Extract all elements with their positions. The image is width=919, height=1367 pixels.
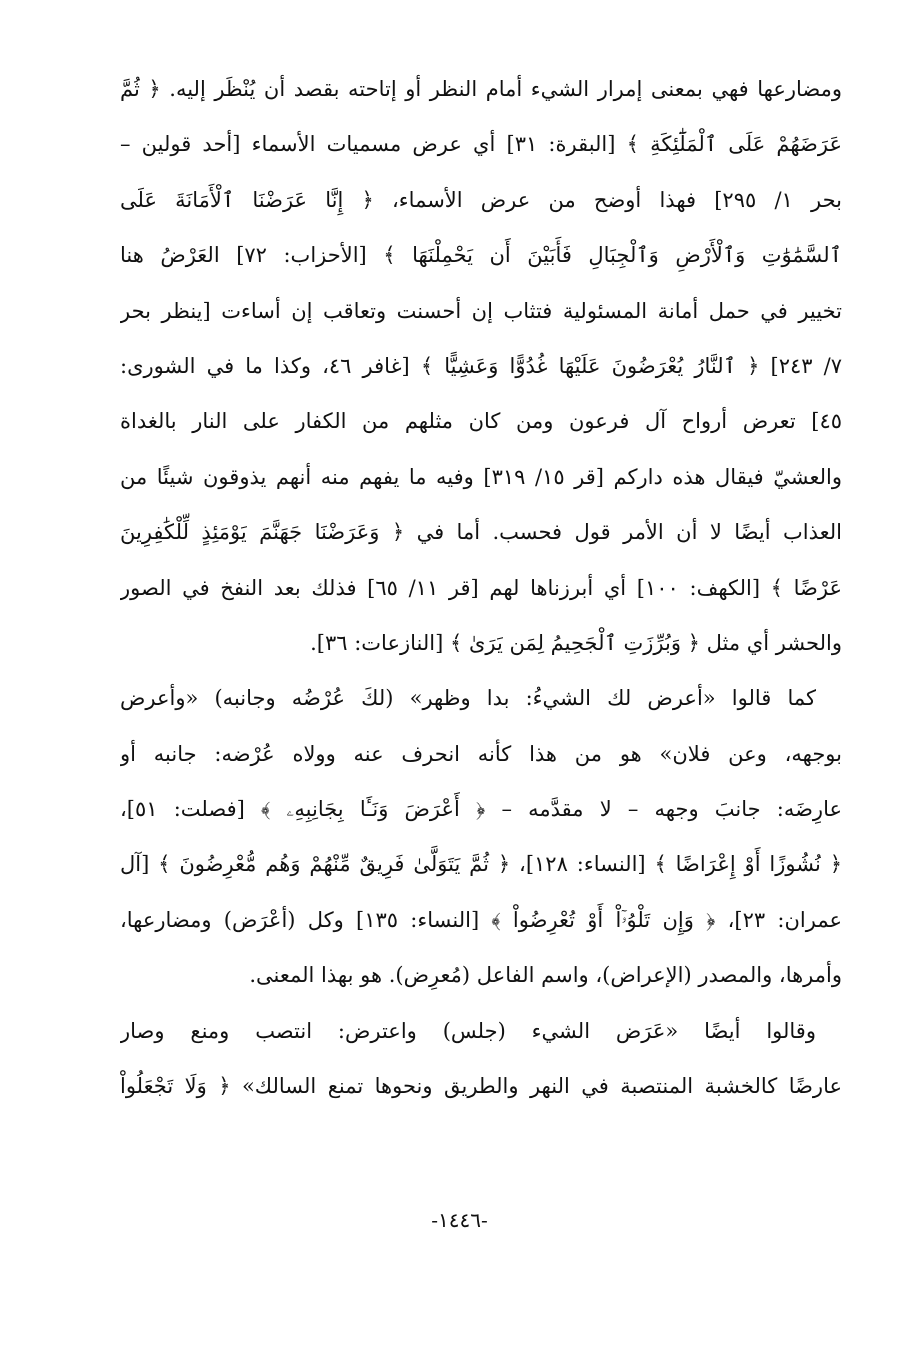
text-line: تخيير في حمل أمانة المسئولية فتثاب إن أحسنت وتعاقب إن أساءت [ينظر بحر (120, 298, 842, 323)
paragraph-3 (120, 1004, 842, 1115)
paragraph-2 (120, 671, 842, 1003)
text-line: وقالوا أيضًا «عَرَض الشيء (جلس) واعترض: انتصب ومنع وصار (120, 1018, 816, 1043)
paragraph-1 (120, 62, 842, 671)
text-line: بوجهه، وعن فلان» هو من هذا كأنه انحرف عنه وولاه عُرْضه: جانبه أو (120, 741, 842, 766)
text-line: ومضارعها فهي بمعنى إمرار الشيء أمام النظر أو إتاحته بقصد أن يُنْظَر إليه. ﴿ ثُمَّ (120, 77, 842, 101)
text-line: ٧/ ٢٤٣] ﴿ ٱلنَّارُ يُعْرَضُونَ عَلَيْهَا غُدُوًّا وَعَشِيًّا ﴾ [غافر ٤٦، وكذا ما في الشورى: (120, 353, 842, 378)
text-line: عارِضَه: جانبَ وجهه – لا مقدَّمه – ﴿ أَعْرَضَ وَنَـَٔا بِجَانِبِهِۦ ﴾ [فصلت: ٥١]، (120, 797, 842, 822)
text-line: بحر ١/ ٢٩٥] فهذا أوضح من عرض الأسماء، ﴿ إِنَّا عَرَضْنَا ٱلْأَمَانَةَ عَلَى (120, 187, 842, 212)
text-line: العذاب أيضًا لا أن الأمر قول فحسب. أما في ﴿ وَعَرَضْنَا جَهَنَّمَ يَوْمَئِذٍ لِّلْكَٰفِرِينَ (120, 520, 842, 545)
text-line: ٤٥] تعرض أرواح آل فرعون ومن كان مثلهم من الكفار على النار بالغداة (120, 409, 842, 434)
text-line: وأمرها، والمصدر (الإعراض)، واسم الفاعل (مُعرِض). هو بهذا المعنى. (249, 963, 842, 988)
text-line: والحشر أي مثل ﴿ وَبُرِّزَتِ ٱلْجَحِيمُ لِمَن يَرَىٰ ﴾ [النازعات: ٣٦]. (310, 630, 842, 655)
body-text (120, 62, 842, 1114)
text-line: عارضًا كالخشبة المنتصبة في النهر والطريق ونحوها تمنع السالك» ﴿ وَلَا تَجْعَلُواْ (120, 1074, 842, 1099)
text-line: كما قالوا «أعرض لك الشيءُ: بدا وظهر» (لكَ عُرْضُه وجانبه) «وأعرض (120, 686, 816, 711)
text-line: ﴿ نُشُوزًا أَوْ إِعْرَاضًا ﴾ [النساء: ١٢٨]، ﴿ ثُمَّ يَتَوَلَّىٰ فَرِيقٌ مِّنْهُمْ وَهُم مُّعْرِضُونَ ﴾ [آل (120, 852, 842, 877)
page-number: -١٤٤٦- (431, 1208, 488, 1232)
text-line: عَرْضًا ﴾ [الكهف: ١٠٠] أي أبرزناها لهم [قر ١١/ ٦٥] فذلك بعد النفخ في الصور (120, 575, 842, 600)
text-line: عمران: ٢٣]، ﴿ وَإِن تَلْوُۥٓاْ أَوْ تُعْرِضُواْ ﴾ [النساء: ١٣٥] وكل (أعْرَض) ومضارعها، (120, 907, 842, 932)
text-line: عَرَضَهُمْ عَلَى ٱلْمَلَٰٓئِكَةِ ﴾ [البقرة: ٣١] أي عرض مسميات الأسماء [أحد قولين – (120, 132, 842, 157)
text-line: ٱلسَّمَٰوَٰتِ وَٱلْأَرْضِ وَٱلْجِبَالِ فَأَبَيْنَ أَن يَحْمِلْنَهَا ﴾ [الأحزاب: ٧٢] العَرْضُ هنا (120, 243, 842, 268)
text-line: والعشيّ فيقال هذه داركم [قر ١٥/ ٣١٩] وفيه ما يفهم منه أنهم يذوقون شيئًا من (120, 464, 842, 489)
